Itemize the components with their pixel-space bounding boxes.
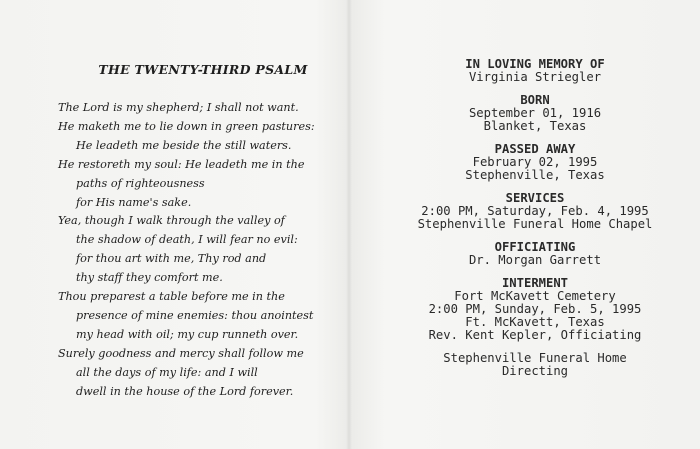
born-heading: BORN — [520, 93, 550, 107]
officiant-name: Dr. Morgan Garrett — [468, 253, 602, 267]
interment-place: Fort McKavett Cemetery — [454, 289, 616, 303]
psalm-line: Surely goodness and mercy shall follow me — [58, 346, 304, 360]
psalm-line: paths of righteousness — [76, 176, 205, 190]
psalm-line: for His name's sake. — [76, 195, 192, 209]
psalm-line: the shadow of death, I will fear no evil: — [76, 233, 298, 247]
services-time: 2:00 PM, Saturday, Feb. 4, 1995 — [421, 204, 649, 218]
psalm-line: thy staff they comfort me. — [76, 271, 223, 285]
directing-section — [400, 352, 670, 378]
interment-town: Ft. McKavett, Texas — [465, 315, 605, 329]
psalm-line: The Lord is my shepherd; I shall not want. — [58, 101, 299, 114]
interment-officiant: Rev. Kent Kepler, Officiating — [428, 328, 642, 342]
death-date: February 02, 1995 — [472, 155, 598, 169]
birth-place: Blanket, Texas — [483, 119, 587, 133]
passed-heading: PASSED AWAY — [494, 142, 576, 156]
services-place: Stephenville Funeral Home Chapel — [417, 217, 653, 231]
deceased-name: Virginia Striegler — [468, 70, 602, 84]
interment-section — [400, 277, 670, 342]
death-place: Stephenville, Texas — [465, 168, 605, 182]
psalm-line: Yea, though I walk through the valley of — [58, 214, 285, 228]
psalm-line: He restoreth my soul: He leadeth me in the — [58, 157, 305, 171]
interment-time: 2:00 PM, Sunday, Feb. 5, 1995 — [428, 302, 642, 316]
directing-label: Directing — [501, 364, 569, 378]
memory-heading: IN LOVING MEMORY OF — [465, 57, 605, 71]
born-section — [400, 94, 670, 133]
memory-section — [400, 58, 670, 84]
services-section — [400, 192, 670, 231]
memorial-panel — [400, 58, 670, 388]
psalm-panel — [58, 62, 338, 402]
services-heading: SERVICES — [505, 191, 565, 205]
psalm-line: my head with oil; my cup runneth over. — [76, 327, 299, 341]
officiating-section — [400, 241, 670, 267]
psalm-line: He leadeth me beside the still waters. — [76, 138, 292, 152]
birth-date: September 01, 1916 — [468, 106, 602, 120]
psalm-title: THE TWENTY-THIRD PSALM — [98, 62, 308, 77]
psalm-line: He maketh me to lie down in green pastures: — [58, 119, 315, 133]
funeral-home: Stephenville Funeral Home — [443, 351, 627, 365]
passed-section — [400, 143, 670, 182]
psalm-line: Thou preparest a table before me in the — [58, 290, 285, 304]
psalm-line: dwell in the house of the Lord forever. — [76, 384, 294, 398]
psalm-line: presence of mine enemies: thou anointest — [76, 308, 314, 322]
psalm-line: all the days of my life: and I will — [76, 365, 258, 379]
psalm-line: for thou art with me, Thy rod and — [76, 252, 267, 266]
psalm-text — [58, 99, 338, 402]
officiating-heading: OFFICIATING — [494, 240, 576, 254]
center-fold — [346, 0, 352, 449]
interment-heading: INTERMENT — [501, 276, 569, 290]
